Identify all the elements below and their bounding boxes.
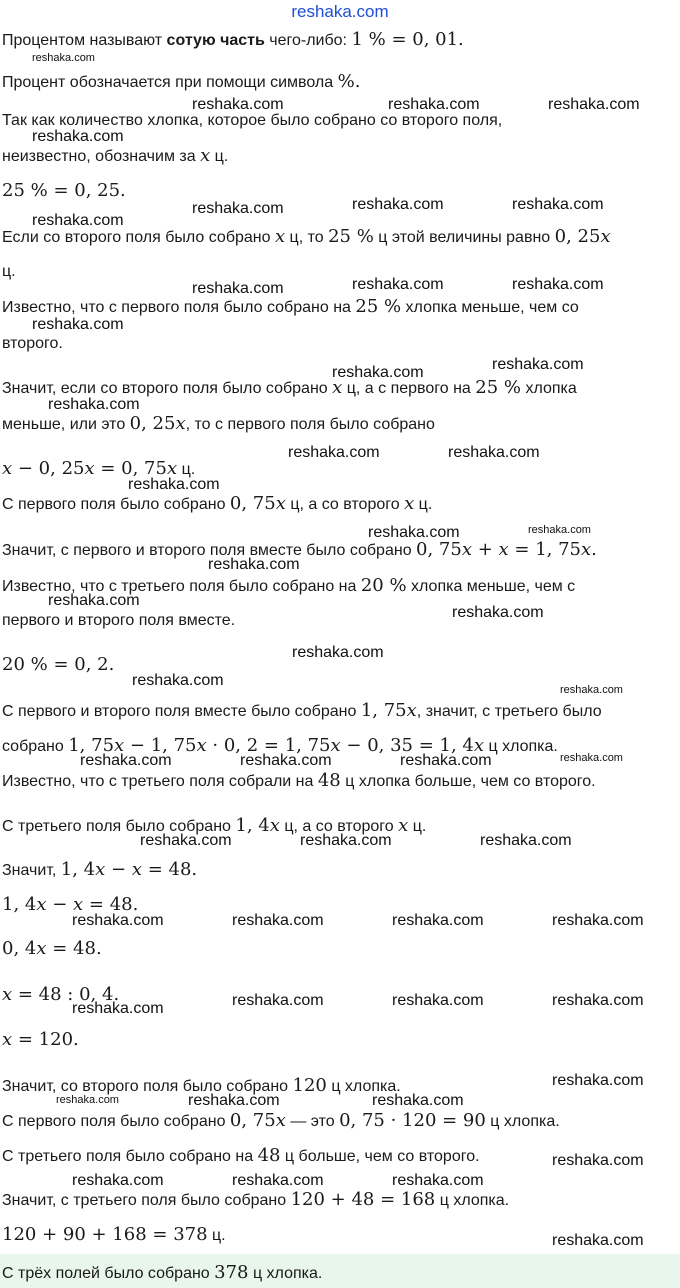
- watermark: reshaka.com: [352, 276, 444, 293]
- text-line-27: Значит, со второго поля было собрано 120 ц хлопка.: [2, 1075, 401, 1096]
- watermark: reshaka.com: [552, 912, 644, 929]
- site-header-link[interactable]: reshaka.com: [291, 2, 389, 21]
- watermark: reshaka.com: [72, 1000, 164, 1017]
- text-line-8: Известно, что с первого поля было собрано на 25 % хлопка меньше, чем со: [2, 296, 579, 317]
- text-line-12: x − 0, 25x = 0, 75x ц.: [2, 458, 196, 479]
- text-line-25: x = 48 : 0, 4.: [2, 984, 120, 1005]
- watermark: reshaka.com: [512, 276, 604, 293]
- text-line-16: первого и второго поля вместе.: [2, 612, 236, 629]
- answer-line: С трёх полей было собрано 378 ц хлопка.: [2, 1262, 323, 1283]
- text-line-24: 0, 4x = 48.: [2, 938, 102, 959]
- watermark: reshaka.com: [560, 752, 623, 764]
- watermark: reshaka.com: [560, 684, 623, 696]
- watermark: reshaka.com: [192, 96, 284, 113]
- watermark: reshaka.com: [232, 1172, 324, 1189]
- text-line-9: второго.: [2, 335, 63, 352]
- text-line-18: С первого и второго поля вместе было собрано 1, 75x, значит, с третьего было: [2, 700, 602, 721]
- text-line-5: 25 % = 0, 25.: [2, 180, 126, 201]
- text-line-7: ц.: [2, 263, 16, 280]
- watermark: reshaka.com: [528, 524, 591, 536]
- watermark: reshaka.com: [288, 444, 380, 461]
- text-line-28: С первого поля было собрано 0, 75x — это 0, 75 · 120 = 90 ц хлопка.: [2, 1110, 560, 1131]
- watermark: reshaka.com: [352, 196, 444, 213]
- text-line-11: меньше, или это 0, 25x, то с первого поля было собрано: [2, 413, 435, 434]
- watermark: reshaka.com: [552, 1152, 644, 1169]
- watermark: reshaka.com: [332, 364, 424, 381]
- watermark: reshaka.com: [492, 356, 584, 373]
- watermark: reshaka.com: [72, 912, 164, 929]
- text-line-2: Процент обозначается при помощи символа %.: [2, 71, 361, 92]
- text-line-29: С третьего поля было собрано на 48 ц больше, чем со второго.: [2, 1145, 480, 1166]
- text-line-19: собрано 1, 75x − 1, 75x · 0, 2 = 1, 75x − 0, 35 = 1, 4x ц хлопка.: [2, 735, 558, 756]
- watermark: reshaka.com: [552, 1072, 644, 1089]
- watermark: reshaka.com: [300, 832, 392, 849]
- watermark: reshaka.com: [552, 992, 644, 1009]
- watermark: reshaka.com: [232, 992, 324, 1009]
- text-line-26: x = 120.: [2, 1029, 79, 1050]
- text-line-15: Известно, что с третьего поля было собрано на 20 % хлопка меньше, чем с: [2, 575, 576, 596]
- text-line-1: Процентом называют сотую часть чего-либо: 1 % = 0, 01.: [2, 29, 464, 50]
- watermark: reshaka.com: [232, 912, 324, 929]
- watermark: reshaka.com: [448, 444, 540, 461]
- text-line-6: Если со второго поля было собрано x ц, то 25 % ц этой величины равно 0, 25x: [2, 226, 611, 247]
- watermark: reshaka.com: [388, 96, 480, 113]
- text-line-31: 120 + 90 + 168 = 378 ц.: [2, 1224, 226, 1245]
- watermark: reshaka.com: [240, 752, 332, 769]
- watermark: reshaka.com: [208, 556, 300, 573]
- text-line-17: 20 % = 0, 2.: [2, 654, 115, 675]
- watermark: reshaka.com: [548, 96, 640, 113]
- watermark: reshaka.com: [48, 592, 140, 609]
- watermark: reshaka.com: [32, 52, 95, 64]
- watermark: reshaka.com: [192, 280, 284, 297]
- watermark: reshaka.com: [32, 128, 124, 145]
- watermark: reshaka.com: [188, 1092, 280, 1109]
- watermark: reshaka.com: [512, 196, 604, 213]
- text-line-22: Значит, 1, 4x − x = 48.: [2, 859, 198, 880]
- text-line-14: Значит, с первого и второго поля вместе было собрано 0, 75x + x = 1, 75x.: [2, 539, 597, 560]
- watermark: reshaka.com: [452, 604, 544, 621]
- watermark: reshaka.com: [392, 1172, 484, 1189]
- watermark: reshaka.com: [392, 992, 484, 1009]
- text-line-3: Так как количество хлопка, которое было собрано со второго поля,: [2, 112, 503, 129]
- watermark: reshaka.com: [392, 912, 484, 929]
- text-line-13: С первого поля было собрано 0, 75x ц, а со второго x ц.: [2, 493, 433, 514]
- watermark: reshaka.com: [368, 524, 460, 541]
- watermark: reshaka.com: [48, 396, 140, 413]
- text-line-4: неизвестно, обозначим за x ц.: [2, 145, 229, 166]
- watermark: reshaka.com: [72, 1172, 164, 1189]
- watermark: reshaka.com: [32, 212, 124, 229]
- text-line-20: Известно, что с третьего поля собрали на 48 ц хлопка больше, чем со второго.: [2, 770, 596, 791]
- watermark: reshaka.com: [400, 752, 492, 769]
- text-line-30: Значит, с третьего поля было собрано 120 + 48 = 168 ц хлопка.: [2, 1189, 510, 1210]
- watermark: reshaka.com: [56, 1094, 119, 1106]
- watermark: reshaka.com: [140, 832, 232, 849]
- watermark: reshaka.com: [552, 1232, 644, 1249]
- watermark: reshaka.com: [128, 476, 220, 493]
- watermark: reshaka.com: [80, 752, 172, 769]
- watermark: reshaka.com: [192, 200, 284, 217]
- text-line-10: Значит, если со второго поля было собрано x ц, а с первого на 25 % хлопка: [2, 377, 577, 398]
- text-line-21: С третьего поля было собрано 1, 4x ц, а со второго x ц.: [2, 815, 427, 836]
- watermark: reshaka.com: [480, 832, 572, 849]
- watermark: reshaka.com: [132, 672, 224, 689]
- watermark: reshaka.com: [292, 644, 384, 661]
- watermark: reshaka.com: [372, 1092, 464, 1109]
- text-line-23: 1, 4x − x = 48.: [2, 894, 139, 915]
- watermark: reshaka.com: [32, 316, 124, 333]
